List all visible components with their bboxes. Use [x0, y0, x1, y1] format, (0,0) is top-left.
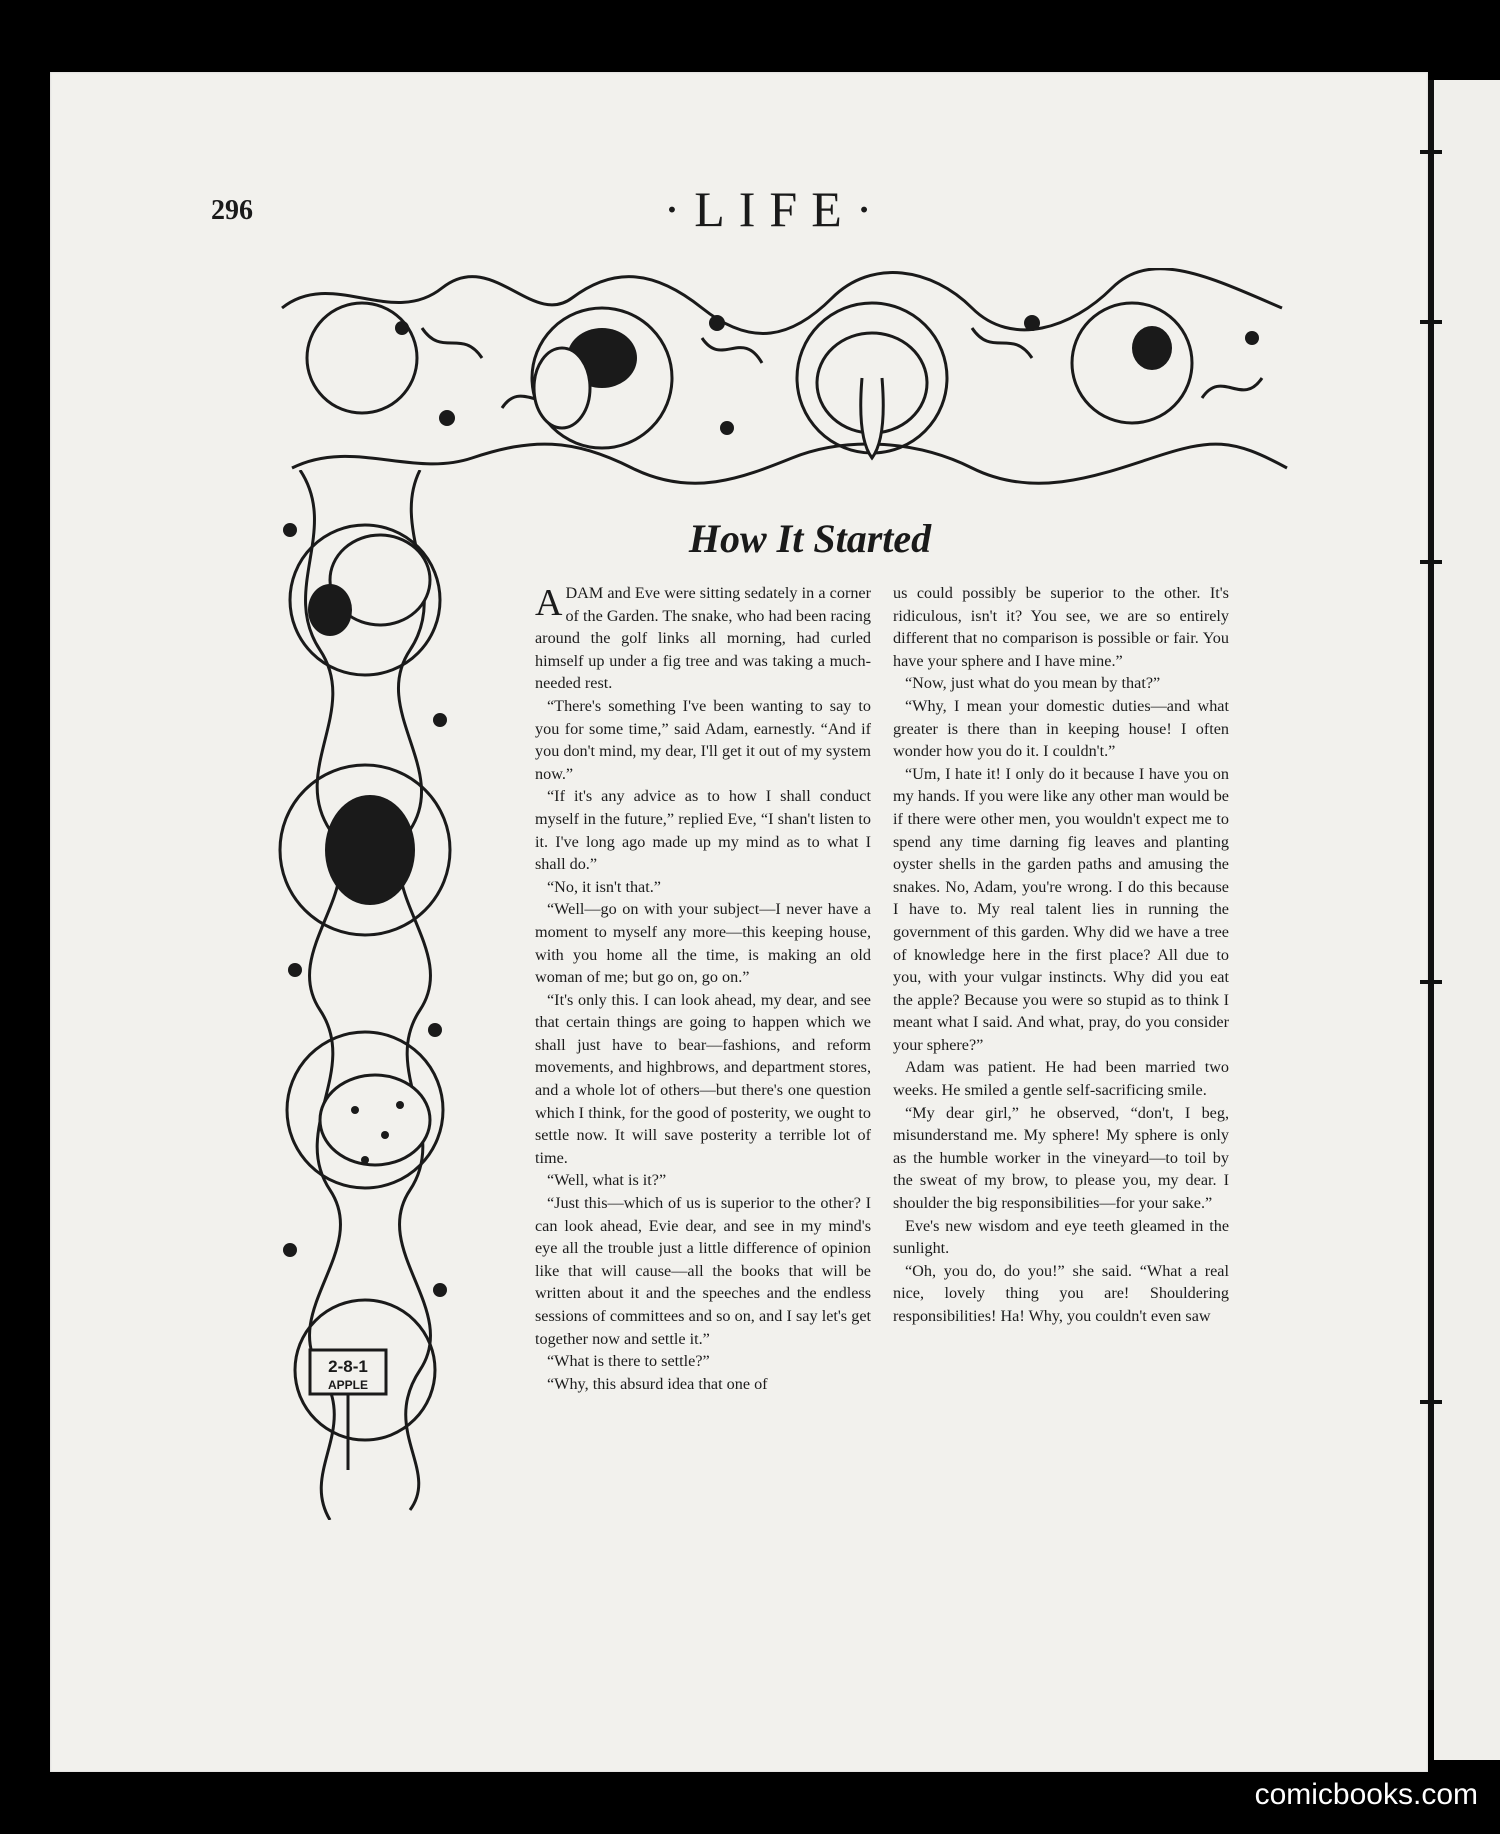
paragraph: “Well, what is it?” — [547, 1171, 667, 1190]
animal-column-illustration — [270, 470, 466, 1520]
watermark: comicbooks.com — [1254, 1778, 1478, 1811]
binding-stitch — [1420, 560, 1442, 564]
paragraph: us could possibly be superior to the other. It's ridiculous, isn't it? You see, we are so entirely different that no comparison is possible or fair. You have your sphere and I have mine.” — [893, 584, 1229, 670]
paragraph: Eve's new wisdom and eye teeth gleamed in the sunlight. — [893, 1216, 1229, 1258]
drop-cap: A — [535, 582, 563, 624]
page-number: 296 — [211, 195, 253, 226]
paragraph: “No, it isn't that.” — [547, 877, 661, 896]
paragraph: “Why, this absurd idea that one of — [547, 1374, 768, 1393]
animal-frieze-illustration — [272, 268, 1296, 490]
paragraph: “Now, just what do you mean by that?” — [905, 674, 1161, 693]
paragraph: “Oh, you do, do you!” she said. “What a real nice, lovely thing you are! Shouldering responsibilities! Ha! Why, you couldn't even saw — [893, 1261, 1229, 1325]
binding-stitch — [1420, 1400, 1442, 1404]
magazine-masthead: ·LIFE· — [663, 181, 887, 237]
paragraph: “What is there to settle?” — [547, 1352, 710, 1371]
binding-stitch — [1420, 150, 1442, 154]
paragraph: “Just this—which of us is superior to the other? I can look ahead, Evie dear, and see in my mind's eye all the trouble just a little difference of opinion like that will cause—all the books that will be written about it and the speeches and the endless sessions of committees and so on, and I say let's get together now and settle it.” — [535, 1194, 871, 1348]
paragraph: “Um, I hate it! I only do it because I have you on my hands. If you were like any other man would be if there were other men, you wouldn't expect me to spend any time darning fig leaves and planting oyster shells in the garden paths and amusing the snakes. No, Adam, you're wrong. I do this because I have to. My real talent lies in running the government of this garden. Why did we have a tree of knowledge here in the first place? All due to you, with your vulgar instincts. Why did you eat the apple? Because you were so stupid as to think I meant what I said. And what, pray, do you consider your sphere?” — [893, 764, 1229, 1054]
paragraph: “There's something I've been wanting to say to you for some time,” said Adam, earnestly. “And if you don't mind, my dear, I'll get it out of my system now.” — [535, 696, 871, 783]
top-border-illustration — [272, 268, 1296, 490]
paragraph: ADAM and Eve were sitting sedately in a corner of the Garden. The snake, who had been racing around the golf links all morning, had curled himself up under a fig tree and was taking a much-needed rest. — [535, 582, 871, 693]
paragraph: “My dear girl,” he observed, “don't, I beg, misunderstand me. My sphere! My sphere is only as the humble worker in the vineyard—to toil by the sweat of my brow, to please you, my dear. I shoulder the big responsibilities—for your sake.” — [893, 1103, 1229, 1213]
paragraph: “Well—go on with your subject—I never have a moment to myself any more—this keeping house, with you home all the time, is making an old woman of me; but go on, go on.” — [535, 900, 871, 987]
next-page-edge — [1434, 80, 1500, 1760]
sign-line-1: 2-8-1 — [328, 1357, 368, 1376]
left-border-illustration — [270, 470, 466, 1520]
sign-line-2: APPLE — [327, 1378, 369, 1392]
article-column-right — [893, 582, 1229, 1328]
binding-stitch — [1420, 980, 1442, 984]
article-column-left — [535, 582, 871, 1395]
binding-stitch — [1420, 320, 1442, 324]
paragraph: “It's only this. I can look ahead, my dear, and see that certain things are going to happen which we shall just have to bear—fashions, and reform movements, and highbrows, and department stores, and a whole lot of others—but there's one question which I think, for the good of posterity, we ought to settle now. It will save posterity a terrible lot of time. — [535, 990, 871, 1167]
paragraph: “If it's any advice as to how I shall conduct myself in the future,” replied Eve, “I shan't listen to it. I've long ago made up my mind as to what I shall do.” — [535, 787, 871, 874]
article-title: How It Started — [688, 516, 932, 561]
paragraph: “Why, I mean your domestic duties—and what greater is there than in keeping house! I often wonder how you do it. I couldn't.” — [893, 696, 1229, 761]
paragraph: Adam was patient. He had been married two weeks. He smiled a gentle self-sacrificing smile. — [893, 1058, 1229, 1100]
